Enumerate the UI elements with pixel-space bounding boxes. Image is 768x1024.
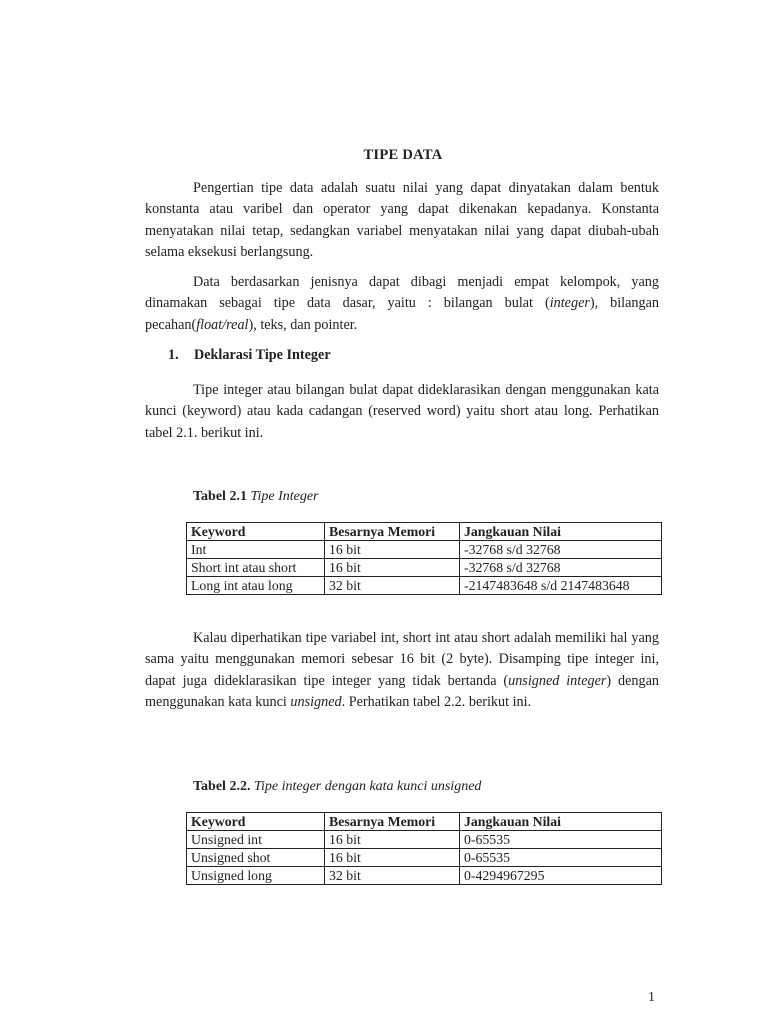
table-cell: 16 bit bbox=[325, 831, 460, 849]
section-title: Deklarasi Tipe Integer bbox=[194, 347, 331, 363]
table-integer-types bbox=[186, 522, 662, 595]
table-cell: 32 bit bbox=[325, 867, 460, 885]
table-row bbox=[187, 559, 662, 577]
paragraph-unsigned-intro bbox=[145, 628, 659, 713]
paragraph-data-groups-italic-float: float/real bbox=[196, 316, 249, 333]
table-row bbox=[187, 849, 662, 867]
paragraph-unsigned-italic-term: unsigned integer bbox=[508, 672, 607, 689]
table-unsigned-integer-types bbox=[186, 812, 662, 885]
table-row bbox=[187, 577, 662, 595]
table-cell: Unsigned shot bbox=[187, 849, 325, 867]
table-cell: 16 bit bbox=[325, 849, 460, 867]
table1-caption bbox=[193, 489, 319, 505]
paragraph-integer-intro bbox=[145, 380, 659, 444]
paragraph-data-groups bbox=[145, 272, 659, 336]
table-header-cell: Keyword bbox=[187, 523, 325, 541]
table-row bbox=[187, 541, 662, 559]
table-header-cell: Jangkauan Nilai bbox=[460, 523, 662, 541]
table-header-row bbox=[187, 813, 662, 831]
paragraph-unsigned-italic-keyword: unsigned bbox=[290, 693, 342, 710]
table-cell: 0-65535 bbox=[460, 831, 662, 849]
table-cell: 0-4294967295 bbox=[460, 867, 662, 885]
paragraph-definition-text: Pengertian tipe data adalah suatu nilai yang dapat dinyatakan dalam bentuk konstanta atau varibel dan operator yang dapat dikenakan kepadanya. Konstanta menyatakan nilai tetap, sedangkan variabel menyatakan nilai yang dapat diubah-ubah selama eksekusi berlangsung. bbox=[145, 180, 659, 260]
table2-caption-text: Tipe integer dengan kata kunci unsigned bbox=[253, 779, 482, 794]
table-cell: 16 bit bbox=[325, 559, 460, 577]
table2-caption-label: Tabel 2.2. bbox=[193, 779, 251, 794]
paragraph-data-groups-text-1: Data berdasarkan jenisnya dapat dibagi menjadi empat kelompok, yang dinamakan sebagai tipe data dasar, yaitu : bilangan bulat ( bbox=[145, 274, 659, 312]
paragraph-data-groups-text-3: ), teks, dan pointer. bbox=[248, 316, 358, 333]
paragraph-data-groups-text-2: ), bilangan pecahan( bbox=[145, 295, 659, 333]
table1-caption-label: Tabel 2.1 bbox=[193, 489, 247, 504]
table-header-cell: Keyword bbox=[187, 813, 325, 831]
table-cell: -32768 s/d 32768 bbox=[460, 541, 662, 559]
section-number: 1. bbox=[168, 347, 179, 363]
paragraph-unsigned-text-3: . Perhatikan tabel 2.2. berikut ini. bbox=[341, 693, 532, 710]
table-cell: 0-65535 bbox=[460, 849, 662, 867]
table-header-cell: Jangkauan Nilai bbox=[460, 813, 662, 831]
table-cell: Int bbox=[187, 541, 325, 559]
table2-caption bbox=[193, 779, 481, 795]
table-cell: -2147483648 s/d 2147483648 bbox=[460, 577, 662, 595]
paragraph-integer-intro-text: Tipe integer atau bilangan bulat dapat dideklarasikan dengan menggunakan kata kunci (keyword) atau kada cadangan (reserved word) yaitu short atau long. Perhatikan tabel 2.1. berikut ini. bbox=[145, 382, 659, 441]
table1-caption-text: Tipe Integer bbox=[250, 489, 319, 504]
page-number: 1 bbox=[648, 990, 655, 1005]
table-cell: 32 bit bbox=[325, 577, 460, 595]
paragraph-unsigned-text-2: ) dengan menggunakan kata kunci bbox=[145, 672, 659, 710]
table-cell: Long int atau long bbox=[187, 577, 325, 595]
section-heading bbox=[168, 347, 331, 364]
table-header-cell: Besarnya Memori bbox=[325, 813, 460, 831]
paragraph-unsigned-text-1: Kalau diperhatikan tipe variabel int, short int atau short adalah memiliki hal yang sama yaitu menggunakan memori sebesar 16 bit (2 byte). Disamping tipe integer ini, dapat juga dideklarasikan tipe integer yang tidak bertanda ( bbox=[145, 630, 659, 689]
table-cell: 16 bit bbox=[325, 541, 460, 559]
document-title: TIPE DATA bbox=[363, 147, 443, 163]
table-row bbox=[187, 831, 662, 849]
table-header-row bbox=[187, 523, 662, 541]
table-row bbox=[187, 867, 662, 885]
table-cell: Unsigned long bbox=[187, 867, 325, 885]
table-cell: Short int atau short bbox=[187, 559, 325, 577]
paragraph-definition bbox=[145, 178, 659, 263]
paragraph-data-groups-italic-integer: integer bbox=[549, 295, 590, 312]
table-cell: Unsigned int bbox=[187, 831, 325, 849]
table-cell: -32768 s/d 32768 bbox=[460, 559, 662, 577]
table-header-cell: Besarnya Memori bbox=[325, 523, 460, 541]
